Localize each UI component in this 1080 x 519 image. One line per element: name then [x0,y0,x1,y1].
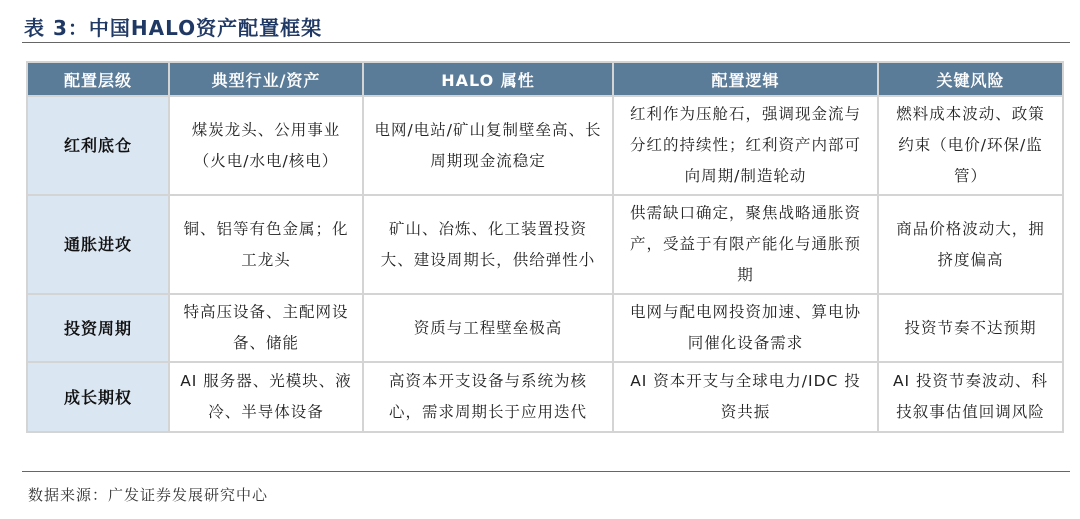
header-key-risk: 关键风险 [878,62,1063,96]
header-allocation-level: 配置层级 [27,62,169,96]
row-label: 通胀进攻 [27,195,169,294]
table-cell: 红利作为压舱石，强调现金流与分红的持续性；红利资产内部可向周期/制造轮动 [613,96,878,195]
table-cell: 燃料成本波动、政策约束（电价/环保/监管） [878,96,1063,195]
header-allocation-logic: 配置逻辑 [613,62,878,96]
table-header-row [27,62,1063,96]
row-label: 投资周期 [27,294,169,362]
table-cell: 煤炭龙头、公用事业（火电/水电/核电） [169,96,363,195]
table-cell: 电网/电站/矿山复制壁垒高、长周期现金流稳定 [363,96,613,195]
table-row [27,362,1063,432]
table-cell: 商品价格波动大，拥挤度偏高 [878,195,1063,294]
table-row [27,96,1063,195]
table-cell: AI 服务器、光模块、液冷、半导体设备 [169,362,363,432]
asset-allocation-table [26,61,1064,433]
table-title: 表 3：中国HALO资产配置框架 [24,16,323,40]
row-label: 红利底仓 [27,96,169,195]
table-row [27,294,1063,362]
table-cell: AI 投资节奏波动、科技叙事估值回调风险 [878,362,1063,432]
table-cell: 投资节奏不达预期 [878,294,1063,362]
title-divider [22,42,1070,43]
table-cell: 供需缺口确定，聚焦战略通胀资产，受益于有限产能化与通胀预期 [613,195,878,294]
table-cell: 电网与配电网投资加速、算电协同催化设备需求 [613,294,878,362]
table-cell: AI 资本开支与全球电力/IDC 投资共振 [613,362,878,432]
table-cell: 资质与工程壁垒极高 [363,294,613,362]
table-cell: 特高压设备、主配网设备、储能 [169,294,363,362]
table-cell: 高资本开支设备与系统为核心，需求周期长于应用迭代 [363,362,613,432]
header-halo-attribute: HALO 属性 [363,62,613,96]
data-source-note: 数据来源：广发证券发展研究中心 [28,486,269,504]
row-label: 成长期权 [27,362,169,432]
table-cell: 铜、铝等有色金属；化工龙头 [169,195,363,294]
table-row [27,195,1063,294]
header-typical-industry: 典型行业/资产 [169,62,363,96]
footer-divider [22,471,1070,472]
table-cell: 矿山、冶炼、化工装置投资大、建设周期长，供给弹性小 [363,195,613,294]
